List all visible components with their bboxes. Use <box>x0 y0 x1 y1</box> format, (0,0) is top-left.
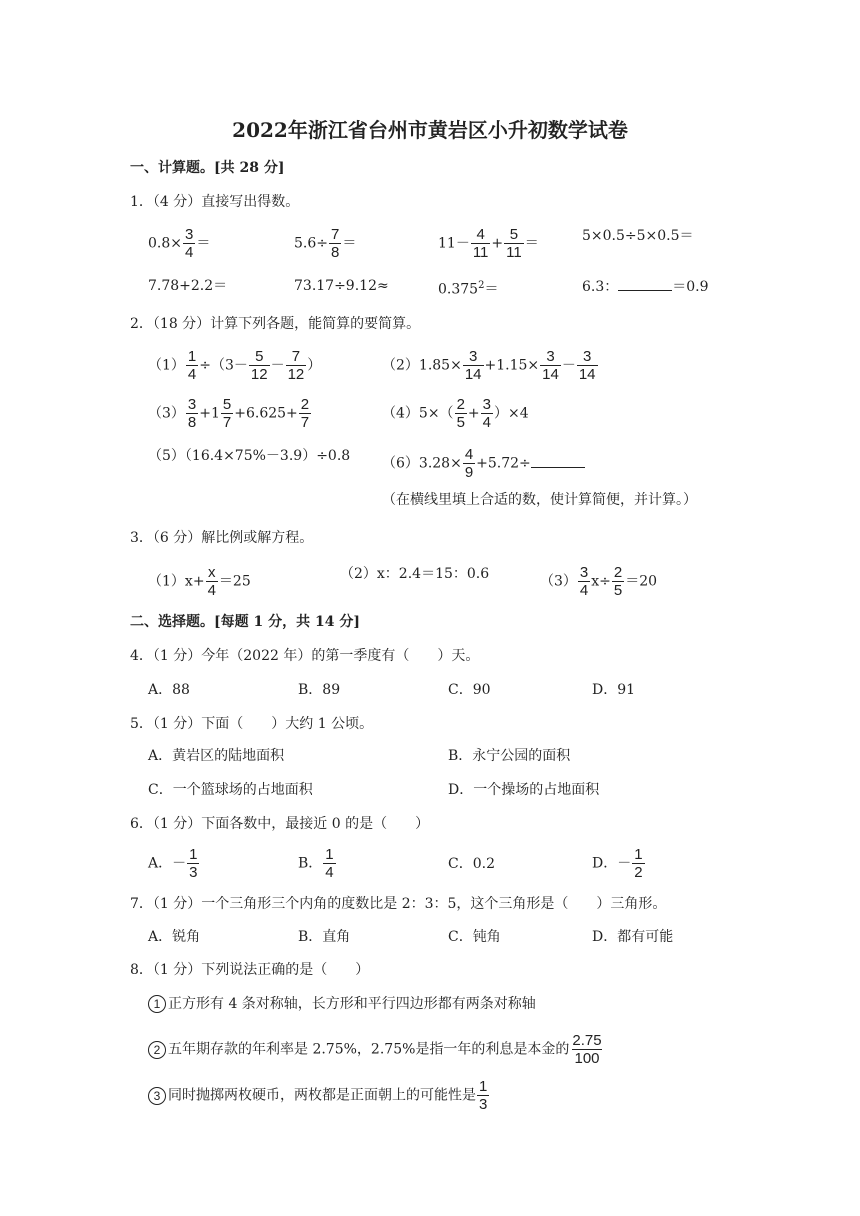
fraction: $\frac{4}{11}$ <box>472 226 489 261</box>
fraction: $\frac{2}{5}$ <box>456 396 465 431</box>
answer-blank <box>531 453 585 468</box>
fraction: $\frac{2.75}{100}$ <box>572 1032 602 1067</box>
q5-option-a: A．黄岩区的陆地面积 <box>148 748 285 764</box>
q3-part-1: （1）x+ $\frac{x}{4}$ ＝25 <box>148 564 251 599</box>
q3-part-3: （3） $\frac{3}{4}$ x÷ $\frac{2}{5}$ ＝20 <box>540 564 658 599</box>
question-8-stem: 8．（1 分）下列说法正确的是（ ） <box>130 962 370 978</box>
question-7-stem: 7．（1 分）一个三角形三个内角的度数比是 2：3：5，这个三角形是（ ）三角形。 <box>130 896 667 912</box>
fraction: $\frac{4}{9}$ <box>464 446 474 481</box>
fraction: $\frac{7}{8}$ <box>331 226 340 261</box>
fraction: $\frac{5}{12}$ <box>250 348 268 383</box>
fraction: $\frac{1}{4}$ <box>187 348 197 383</box>
q6-option-d: D．－ $\frac{1}{2}$ <box>592 846 643 881</box>
q1-item-h: 6.3： ＝0.9 <box>582 276 709 297</box>
section-heading-1: 一、计算题。[共 28 分] <box>130 160 285 176</box>
question-1-stem: 1．（4 分）直接写出得数。 <box>130 194 300 210</box>
q4-option-b: B．89 <box>298 682 341 698</box>
q7-option-d: D．都有可能 <box>592 929 674 945</box>
q2-part-1: （1） $\frac{1}{4}$ ÷（3－ $\frac{5}{12}$ － $\frac{7}{12}$ ） <box>148 348 322 383</box>
q1-item-a: 0.8× $\frac{3}{4}$ ＝ <box>148 226 211 261</box>
fraction: $\frac{3}{4}$ <box>185 226 194 261</box>
page-title: 2022年浙江省台州市黄岩区小升初数学试卷 <box>232 118 628 142</box>
circled-number: 1 <box>148 995 166 1013</box>
q3-part-2: （2）x：2.4＝15：0.6 <box>340 566 490 582</box>
fraction: $\frac{1}{4}$ <box>325 846 334 881</box>
fraction: $\frac{3}{14}$ <box>542 348 559 383</box>
q8-statement-1: 1 正方形有 4 条对称轴，长方形和平行四边形都有两条对称轴 <box>148 994 536 1014</box>
q6-option-c: C．0.2 <box>448 856 495 872</box>
q5-option-b: B．永宁公园的面积 <box>448 748 571 764</box>
fraction: $\frac{5}{11}$ <box>506 226 522 261</box>
fraction: $\frac{1}{3}$ <box>189 846 198 881</box>
q5-option-d: D．一个操场的占地面积 <box>448 782 600 798</box>
fraction: $\frac{1}{2}$ <box>634 846 643 881</box>
fraction: $\frac{3}{4}$ <box>482 396 491 431</box>
q7-option-a: A．锐角 <box>148 929 201 945</box>
fraction: $\frac{3}{14}$ <box>464 348 482 383</box>
q7-option-b: B．直角 <box>298 929 351 945</box>
q4-option-c: C．90 <box>448 682 491 698</box>
q1-item-b: 5.6÷ $\frac{7}{8}$ ＝ <box>294 226 357 261</box>
fraction: $\frac{3}{14}$ <box>578 348 596 383</box>
q8-statement-2: 2 五年期存款的年利率是 2.75%，2.75%是指一年的利息是本金的 $\frac{2.75}{100}$ <box>148 1032 605 1067</box>
section-heading-2: 二、选择题。[每题 1 分，共 14 分] <box>130 614 360 630</box>
fraction: $\frac{5}{7}$ <box>222 396 232 431</box>
q1-item-d: 5×0.5÷5×0.5＝ <box>582 228 694 244</box>
fraction: $\frac{3}{8}$ <box>187 396 197 431</box>
fraction: $\frac{1}{3}$ <box>479 1078 488 1113</box>
question-2-stem: 2．（18 分）计算下列各题，能简算的要简算。 <box>130 316 421 332</box>
question-4-stem: 4．（1 分）今年（2022 年）的第一季度有（ ）天。 <box>130 648 480 664</box>
circled-number: 3 <box>148 1087 166 1105</box>
q2-note: （在横线里填上合适的数，使计算简便，并计算。） <box>382 492 697 508</box>
q1-item-e: 7.78+2.2＝ <box>148 278 228 294</box>
fraction: $\frac{2}{7}$ <box>300 396 310 431</box>
q6-option-b: B． $\frac{1}{4}$ <box>298 846 334 881</box>
q1-item-c: 11－ $\frac{4}{11}$ + $\frac{5}{11}$ ＝ <box>438 226 539 261</box>
q1-item-f: 73.17÷9.12≈ <box>294 278 389 294</box>
circled-number: 2 <box>148 1041 166 1059</box>
fraction: $\frac{3}{4}$ <box>579 564 589 599</box>
q4-option-a: A．88 <box>148 682 190 698</box>
q8-statement-3: 3 同时抛掷两枚硬币，两枚都是正面朝上的可能性是 $\frac{1}{3}$ <box>148 1078 490 1113</box>
fraction: $\frac{x}{4}$ <box>207 564 216 599</box>
question-3-stem: 3．（6 分）解比例或解方程。 <box>130 530 314 546</box>
fraction: $\frac{2}{5}$ <box>613 564 623 599</box>
q4-option-d: D．91 <box>592 682 636 698</box>
q2-part-3: （3） $\frac{3}{8}$ +1 $\frac{5}{7}$ +6.625+ $\frac{2}{7}$ <box>148 396 310 431</box>
q1-item-g: $0.375^2=$ <box>438 280 499 298</box>
q2-part-5: （5）（16.4×75%－3.9）÷0.8 <box>148 448 351 464</box>
q5-option-c: C．一个篮球场的占地面积 <box>148 782 313 798</box>
question-6-stem: 6．（1 分）下面各数中，最接近 0 的是（ ） <box>130 816 430 832</box>
q2-part-6: （6）3.28× $\frac{4}{9}$ +5.72÷ <box>382 446 585 481</box>
answer-blank <box>618 276 672 291</box>
q7-option-c: C．钝角 <box>448 929 501 945</box>
question-5-stem: 5．（1 分）下面（ ）大约 1 公顷。 <box>130 716 374 732</box>
q2-part-4: （4）5×（ $\frac{2}{5}$ + $\frac{3}{4}$ ）×4 <box>382 396 529 431</box>
q6-option-a: A．－ $\frac{1}{3}$ <box>148 846 198 881</box>
fraction: $\frac{7}{12}$ <box>287 348 305 383</box>
q2-part-2: （2）1.85× $\frac{3}{14}$ +1.15× $\frac{3}{14}$ － $\frac{3}{14}$ <box>382 348 596 383</box>
